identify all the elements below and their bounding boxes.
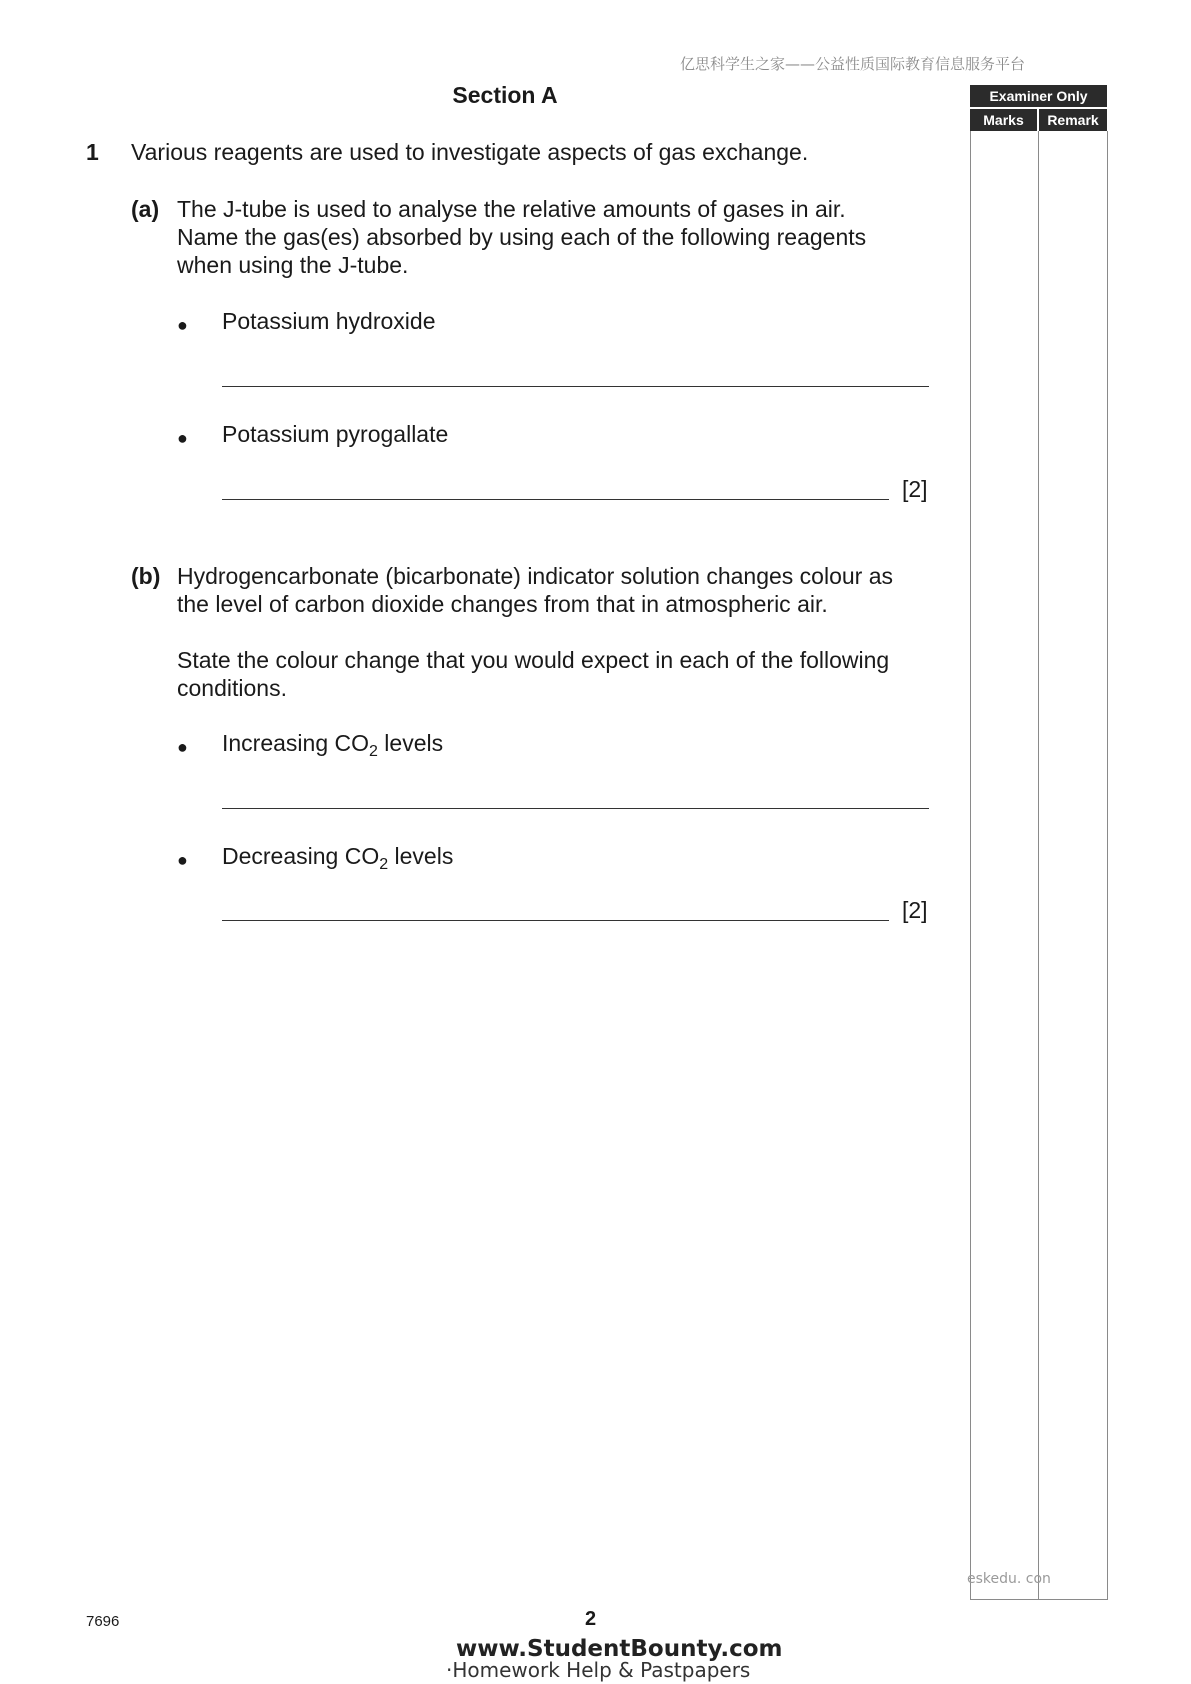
part-b-marks: [2] (902, 897, 928, 923)
bullet-icon: ● (177, 737, 188, 757)
answer-line[interactable] (222, 808, 929, 809)
part-b-instruction-1: State the colour change that you would expect in each of the following (177, 647, 890, 673)
part-b-line-1: Hydrogencarbonate (bicarbonate) indicator solution changes colour as (177, 563, 893, 589)
remark-column-header: Remark (1039, 109, 1107, 131)
part-a-marks: [2] (902, 476, 928, 502)
part-a-line-2: Name the gas(es) absorbed by using each of the following reagents (177, 224, 867, 250)
page-number: 2 (585, 1608, 597, 1630)
answer-line[interactable] (222, 499, 889, 500)
section-title: Section A (452, 82, 558, 108)
bullet-icon: ● (177, 850, 188, 870)
header-watermark: 亿思科学生之家——公益性质国际教育信息服务平台 (680, 55, 1026, 73)
examiner-box-divider (1038, 131, 1039, 1600)
part-b-line-2: the level of carbon dioxide changes from that in atmospheric air. (177, 591, 828, 617)
part-a-line-1: The J-tube is used to analyse the relative amounts of gases in air. (177, 196, 846, 222)
paper-code: 7696 (86, 1613, 120, 1630)
answer-line[interactable] (222, 920, 889, 921)
examiner-only-header: Examiner Only (970, 85, 1107, 107)
part-b-label: (b) (131, 563, 161, 589)
marks-column-header: Marks (970, 109, 1037, 131)
part-b-item-2: Decreasing $CO_2$ levels (222, 843, 454, 873)
bullet-icon: ● (177, 315, 188, 335)
examiner-box-watermark: eskedu. con (967, 1571, 1051, 1587)
part-b-item-1: Increasing $CO_2$ levels (222, 730, 444, 760)
part-a-label: (a) (131, 196, 160, 222)
answer-line[interactable] (222, 386, 929, 387)
examiner-box-body (970, 131, 1108, 1600)
question-number: 1 (86, 139, 99, 165)
part-a-line-3: when using the J-tube. (177, 252, 409, 278)
part-b-instruction-2: conditions. (177, 675, 287, 701)
part-a-item-2: Potassium pyrogallate (222, 421, 449, 447)
bullet-icon: ● (177, 428, 188, 448)
part-a-item-1: Potassium hydroxide (222, 308, 436, 334)
studentbounty-logo-line-2: ·Homework Help & Pastpapers (446, 1658, 751, 1682)
question-stem: Various reagents are used to investigate aspects of gas exchange. (131, 139, 809, 165)
studentbounty-logo-line-1: www.StudentBounty.com (456, 1636, 783, 1662)
